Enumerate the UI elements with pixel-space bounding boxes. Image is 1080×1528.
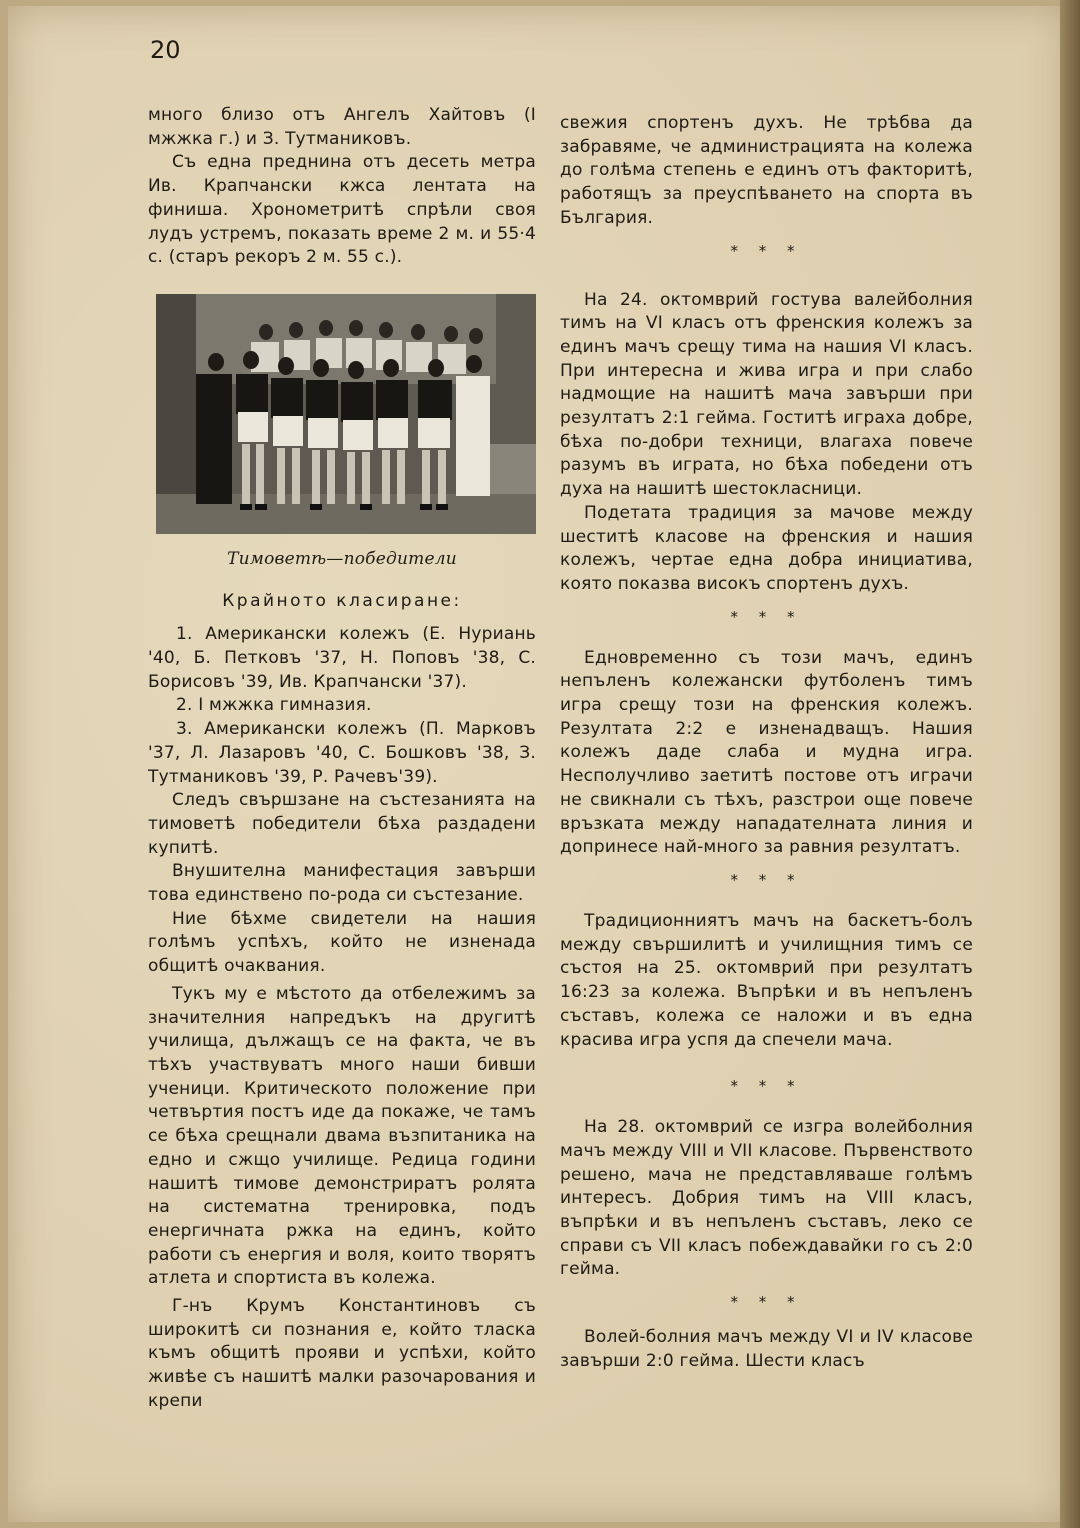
section-separator: * * * [730, 607, 803, 626]
ranking-item: 2. I мжжка гимназия. [176, 695, 372, 716]
section-separator: * * * [730, 241, 803, 260]
team-photo [156, 294, 536, 534]
paragraph: много близо отъ Ангелъ Хайтовъ (I мжжка г.) и З. Тутманиковъ. [148, 105, 536, 149]
section-separator: * * * [730, 1293, 803, 1312]
paragraph: Волей-болния мачъ между VI и IV класове завърши 2:0 гейма. Шести класъ [560, 1327, 973, 1371]
paragraph: На 24. октомврий гостува валейболния тимъ на VI класъ отъ френския колежъ за единъ мачъ срещу тима на нашия VI класъ. При интересна и жива игра и при слабо надмощие на нашитѣ мача завърши при резултатъ 2:1 гейма. Гоститѣ играха добре, бѣха по-добри техници, влагаха повече разумъ въ играта, но бѣха победени отъ духа на нашитѣ шестокласници. [560, 289, 973, 500]
ranking-heading: Крайното класиране: [222, 590, 462, 611]
paragraph: Внушителна манифестация завърши това единствено по-рода си състезание. [148, 861, 536, 906]
section-separator: * * * [730, 870, 803, 889]
paragraph: Съ една преднина отъ десеть метра Ив. Крапчански кжса лентата на финиша. Хронометритѣ спрѣли своя лудъ устремъ, показать време 2 м. и 55·4 с. (старъ рекоръ 2 м. 55 с.). [148, 152, 536, 268]
section-separator: * * * [730, 1077, 803, 1096]
paragraph: Едновременно съ този мачъ, единъ непъленъ колежански футболенъ тимъ игра срещу този на френския колежъ. Резултата 2:2 е изненадващъ. Нашия колежъ даде слаба и мудна игра. Несполучливо заетитѣ постове отъ играчи не свикнали съ тѣхъ, разстрои още повече връзката между нападателната линия и допринесе най-много за равния резултатъ. [560, 647, 973, 858]
paragraph: Традиционниятъ мачъ на баскетъ-болъ между свършилитѣ и училищния тимъ се състоя на 25. октомврий при резултатъ 16:23 за колежа. Въпрѣки и въ непъленъ съставъ, колежа се наложи и въ една красива игра успя да спечели мача. [560, 910, 973, 1050]
ranking-item: 3. Американски колежъ (П. Марковъ '37, Л. Лазаровъ '40, С. Бошковъ '38, З. Тутманиковъ '39, Р. Рачевъ'39). [148, 719, 536, 787]
paragraph: свежия спортенъ духъ. Не трѣбва да забравяме, че администрацията на колежа до голѣма степень е единъ отъ факторитѣ, работящъ за преуспѣването на спорта въ България. [560, 113, 973, 228]
ranking-item: 1. Американски колежъ (Е. Нуриань '40, Б. Петковъ '37, Н. Поповъ '38, С. Борисовъ '39, Ив. Крапчански '37). [148, 624, 536, 692]
paragraph: Г-нъ Крумъ Константиновъ съ широкитѣ си познания е, който тласка къмъ общитѣ прояви и успѣхи, който живѣе съ нашитѣ малки разочарования и крепи [148, 1296, 536, 1411]
paragraph: Ние бѣхме свидетели на нашия голѣмъ успѣхъ, който не изненада общитѣ очаквания. [148, 908, 536, 977]
right-column [560, 112, 973, 1374]
book-spine-edge [1060, 0, 1080, 1528]
paragraph: Тукъ му е мѣстото да отбележимъ за значителния напредъкъ на другитѣ училища, дължащъ се на факта, че въ тѣхъ участвуватъ много наши бивши ученици. Критическото положение при четвъртия постъ иде да покаже, че тамъ се бѣха срещнали двама възпитаника на едно и сжщо училище. Редица години нашитѣ тимове демонстриратъ ролята на систематна тренировка, подъ енергичната ржка на единъ, който работи съ енергия и воля, които творятъ атлета и спортиста въ колежа. [148, 983, 536, 1289]
left-column [148, 104, 536, 1414]
paragraph: Следъ свършзане на състезанията на тимоветѣ победители бѣха раздадени купитѣ. [148, 790, 536, 858]
photo-caption: Тимоветѣ—победители [227, 548, 457, 569]
page-number: 20 [150, 36, 181, 64]
paragraph: На 28. октомврий се изгра волейболния мачъ между VIII и VII класове. Първенството решено, мача не представляваше голѣмъ интересъ. Добрия тимъ на VIII класъ, въпрѣки и въ непъленъ съставъ, леко се справи съ VII класъ побеждавайки го съ 2:0 гейма. [560, 1117, 973, 1280]
paragraph: Подетата традиция за мачове между шеститѣ класове на френския и нашия колежъ, чертае една добра инициатива, която показва високъ спортенъ духъ. [560, 502, 973, 594]
